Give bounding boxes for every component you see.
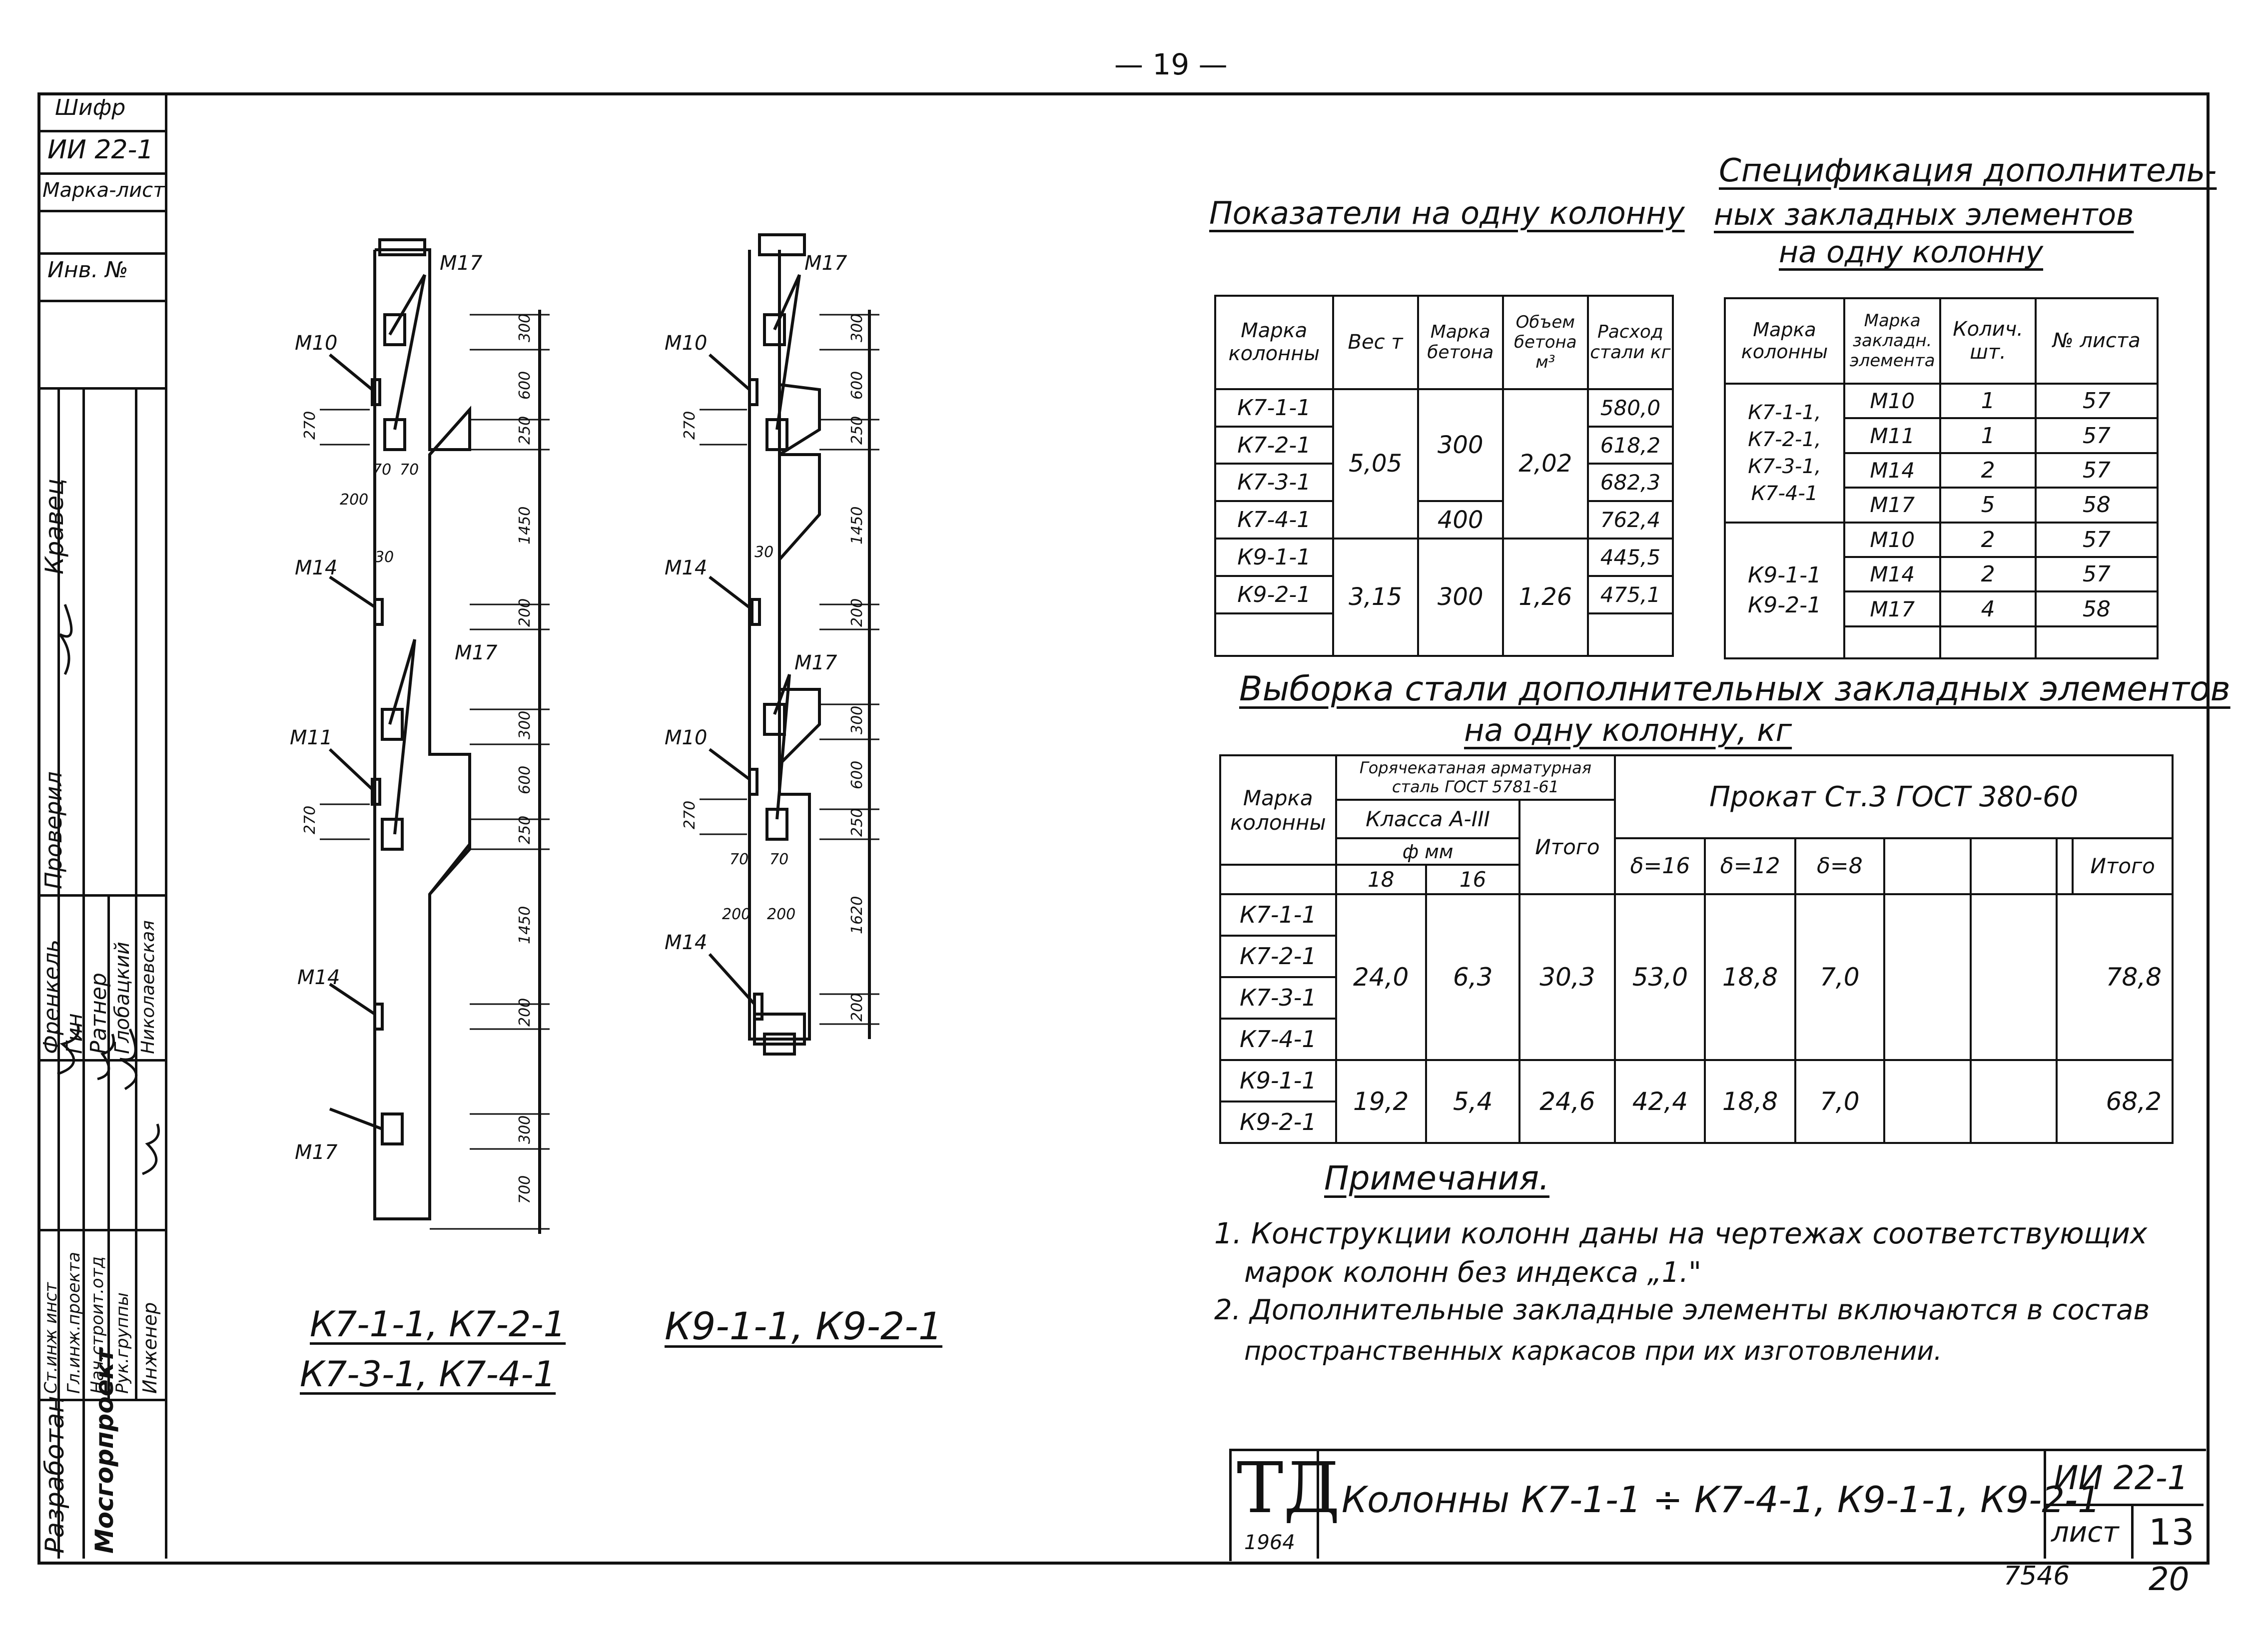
cipher-value: ИИ 22-1 bbox=[47, 135, 154, 165]
checked-label: Проверил bbox=[40, 771, 67, 889]
svg-text:300: 300 bbox=[516, 710, 534, 739]
svg-text:1450: 1450 bbox=[848, 506, 866, 545]
column-drawings bbox=[250, 215, 999, 1414]
plate-k9-m10-1 bbox=[749, 380, 757, 405]
note-2b: пространственных каркасов при их изготовлении. bbox=[1244, 1336, 1942, 1366]
name-5: Николаевская bbox=[138, 920, 158, 1054]
svg-text:1450: 1450 bbox=[516, 506, 534, 545]
logo-year: 1964 bbox=[1244, 1531, 1295, 1554]
role-2: Гл.инж.проекта bbox=[64, 1252, 84, 1394]
label-right-m10-a: М10 bbox=[665, 332, 708, 355]
spec-title-2: ных закладных элементов bbox=[1714, 197, 2134, 232]
caption-k9: К9-1-1, К9-2-1 bbox=[665, 1304, 943, 1348]
inv-label: Инв. № bbox=[47, 257, 128, 283]
svg-text:30: 30 bbox=[375, 549, 394, 566]
svg-text:300: 300 bbox=[848, 313, 866, 342]
svg-text:600: 600 bbox=[516, 371, 534, 400]
plate-k9-m14-1 bbox=[752, 599, 759, 624]
svg-text:70: 70 bbox=[372, 461, 392, 479]
svg-text:300: 300 bbox=[848, 705, 866, 734]
notes-title: Примечания. bbox=[1324, 1159, 1549, 1197]
svg-text:300: 300 bbox=[516, 1115, 534, 1144]
svg-text:200: 200 bbox=[848, 598, 866, 627]
label-left-m14-a: М14 bbox=[295, 556, 338, 579]
title-text: Колонны К7-1-1 ÷ К7-4-1, К9-1-1, К9-2-1 bbox=[1342, 1479, 2101, 1521]
plate-m14-1 bbox=[375, 599, 382, 624]
indicators-table: Марка колонны Вес т Марка бетона Объем бетона м³ Расход стали кг К7-1-1 5,05 300 2,02 580,0 К7-2-1 618,2 К7-3-1 682,3 К7-4-1 400 762,4 К9-1-1 3,15 300 1,26 445,5 К9-2-1 475,1 bbox=[1214, 295, 1674, 657]
caption-k7-2: К7-3-1, К7-4-1 bbox=[300, 1354, 556, 1395]
svg-text:250: 250 bbox=[516, 815, 534, 844]
ind-h-concrete: Марка бетона bbox=[1418, 296, 1503, 389]
role-4: Рук.группы bbox=[112, 1292, 132, 1394]
svg-text:1450: 1450 bbox=[516, 906, 534, 944]
logo-td: ТД bbox=[1237, 1448, 1341, 1529]
org-label: Мосгорпроект bbox=[90, 1348, 119, 1554]
steel-table: Марка колонны Горячекатаная арматурная сталь ГОСТ 5781-61 Прокат Ст.3 ГОСТ 380-60 Класса А-III Итого ф мм δ=16 δ=12 δ=8 Итого 18 16 К7-1-1 24,0 6,3 30,3 53,0 18,8 7,0 78,8 К7-2-1 К7-3-1 К7-4-1 К9-1-1 19,2 5,4 24,6 42,4 18,8 7,0 68,2 К9-2-1 bbox=[1219, 754, 2174, 1144]
label-right-m17-a: М17 bbox=[804, 252, 847, 275]
mark-sheet-label: Марка-лист bbox=[42, 179, 165, 202]
plate-m17-1 bbox=[385, 315, 405, 345]
svg-text:200: 200 bbox=[516, 998, 534, 1027]
developed-label: Разработан bbox=[40, 1396, 70, 1554]
svg-text:200: 200 bbox=[722, 906, 751, 923]
svg-text:200: 200 bbox=[340, 491, 369, 509]
svg-text:300: 300 bbox=[516, 313, 534, 342]
svg-text:600: 600 bbox=[848, 371, 866, 400]
spec-title-3: на одну колонну bbox=[1779, 235, 2044, 270]
note-1b: марок колонн без индекса „1." bbox=[1244, 1256, 1701, 1289]
sheet-label: лист bbox=[2051, 1516, 2119, 1549]
steel-title-2: на одну колонну, кг bbox=[1464, 712, 1792, 748]
name-4: Глобацкий bbox=[111, 942, 134, 1054]
svg-text:600: 600 bbox=[848, 760, 866, 789]
page-number: — 19 — bbox=[1114, 47, 1228, 81]
spec-table: Марка колонны Марка закладн. элемента Колич. шт. № листа К7-1-1, К7-2-1, К7-3-1, К7-4-1 М10 1 57 М11 1 57 М14 2 57 М17 5 58 К9-1-1 К9-2-1 М10 2 57 М14 2 57 М17 4 58 bbox=[1724, 297, 2159, 659]
ind-h-volume: Объем бетона м³ bbox=[1503, 296, 1588, 389]
svg-text:250: 250 bbox=[516, 416, 534, 445]
checker-name: Кравец bbox=[40, 478, 69, 574]
svg-text:1620: 1620 bbox=[848, 896, 866, 934]
svg-text:270: 270 bbox=[301, 805, 319, 834]
svg-text:70: 70 bbox=[769, 851, 789, 868]
label-right-m17-b: М17 bbox=[794, 651, 837, 674]
plate-m14-2 bbox=[375, 1004, 382, 1029]
label-left-m10: М10 bbox=[295, 332, 338, 355]
svg-text:250: 250 bbox=[848, 808, 866, 837]
cipher-label: Шифр bbox=[55, 95, 126, 120]
corner-note-2: 20 bbox=[2149, 1561, 2190, 1598]
name-2: Гин bbox=[62, 1013, 87, 1054]
column-k7-outline bbox=[375, 250, 470, 1219]
signatures bbox=[37, 574, 165, 1404]
corner-note-1: 7546 bbox=[2004, 1561, 2070, 1591]
caption-k7-1: К7-1-1, К7-2-1 bbox=[310, 1304, 566, 1345]
role-3: Нач.строит.отд bbox=[87, 1256, 107, 1394]
svg-text:200: 200 bbox=[848, 993, 866, 1022]
svg-text:270: 270 bbox=[681, 411, 699, 440]
ind-h-mark: Марка колонны bbox=[1215, 296, 1333, 389]
title-code: ИИ 22-1 bbox=[2054, 1459, 2189, 1497]
role-1: Ст.инж инст bbox=[41, 1282, 61, 1394]
name-3: Ратнер bbox=[86, 973, 111, 1054]
plate-m17-5 bbox=[382, 1114, 402, 1144]
svg-text:600: 600 bbox=[516, 765, 534, 794]
svg-text:30: 30 bbox=[754, 544, 774, 561]
role-5: Инженер bbox=[139, 1302, 161, 1394]
name-1: Френкель bbox=[39, 939, 64, 1054]
svg-text:250: 250 bbox=[848, 416, 866, 445]
svg-text:200: 200 bbox=[516, 598, 534, 627]
svg-text:270: 270 bbox=[681, 800, 699, 829]
plate-k9-m10-2 bbox=[749, 769, 757, 794]
steel-title-1: Выборка стали дополнительных закладных элементов bbox=[1239, 669, 2231, 709]
svg-text:70: 70 bbox=[730, 851, 749, 868]
sheet-number: 13 bbox=[2149, 1511, 2195, 1553]
label-right-m14-b: М14 bbox=[665, 931, 708, 954]
indicators-title: Показатели на одну колонну bbox=[1209, 195, 1685, 231]
label-left-m17-b: М17 bbox=[455, 641, 498, 664]
label-right-m10-b: М10 bbox=[665, 726, 708, 749]
label-left-m17-c: М17 bbox=[295, 1141, 338, 1164]
note-2a: 2. Дополнительные закладные элементы включаются в состав bbox=[1214, 1294, 2150, 1326]
ind-h-steel: Расход стали кг bbox=[1588, 296, 1673, 389]
plate-k9-m17-3 bbox=[764, 704, 784, 734]
label-left-m14-b: М14 bbox=[297, 966, 340, 989]
plate-m17-4 bbox=[382, 819, 402, 849]
svg-text:700: 700 bbox=[516, 1175, 534, 1204]
note-1a: 1. Конструкции колонн даны на чертежах соответствующих bbox=[1214, 1216, 2148, 1250]
label-left-m17-a: М17 bbox=[440, 252, 483, 275]
spec-title-1: Спецификация дополнитель- bbox=[1719, 152, 2217, 189]
label-left-m11: М11 bbox=[290, 726, 333, 749]
svg-text:70: 70 bbox=[400, 461, 419, 479]
svg-text:270: 270 bbox=[301, 411, 319, 440]
svg-text:200: 200 bbox=[767, 906, 796, 923]
ind-h-weight: Вес т bbox=[1333, 296, 1418, 389]
label-right-m14-a: М14 bbox=[665, 556, 708, 579]
